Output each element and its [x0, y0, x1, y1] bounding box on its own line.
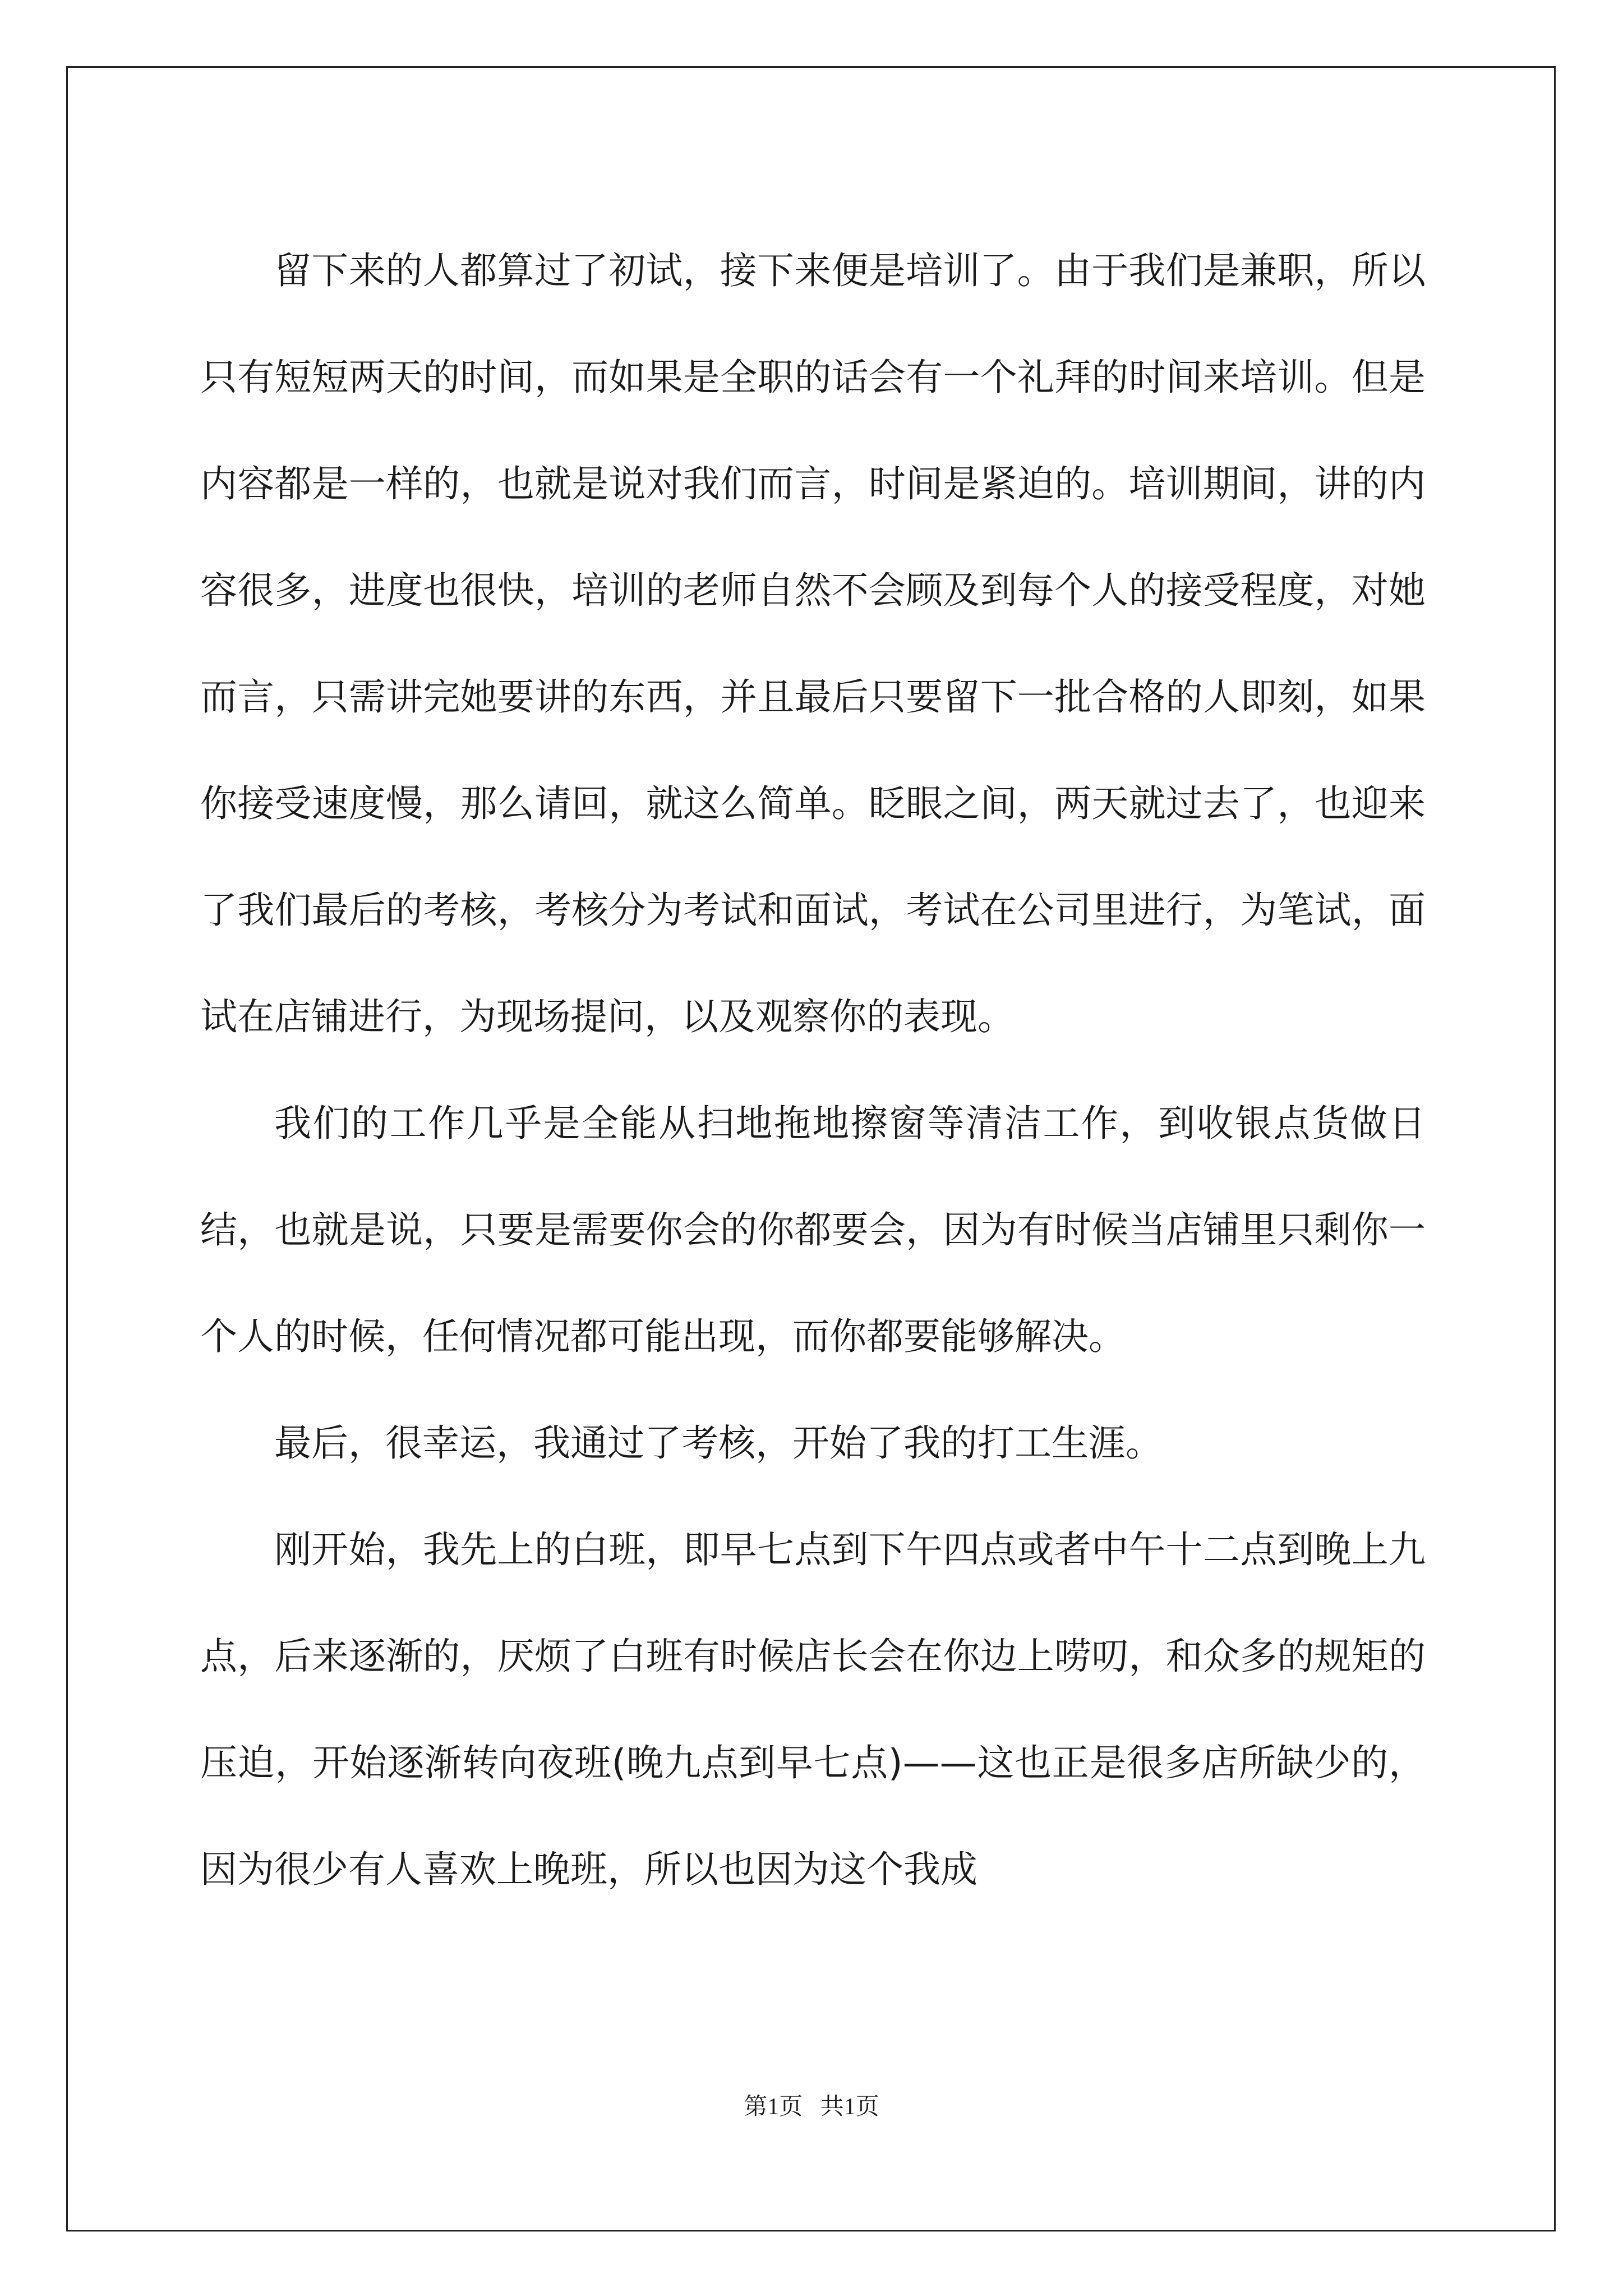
document-body [200, 218, 1426, 1923]
paragraph-4: 刚开始，我先上的白班，即早七点到下午四点或者中午十二点到晚上九点，后来逐渐的，厌烦了白班有时候店长会在你边上唠叨，和众多的规矩的压迫，开始逐渐转向夜班(晚九点到早七点)——这也正是很多店所缺少的，因为很少有人喜欢上晚班，所以也因为这个我成 [200, 1528, 1426, 1891]
page-footer: 第1页 共1页 [744, 2094, 879, 2120]
paragraph-3: 最后，很幸运，我通过了考核，开始了我的打工生涯。 [274, 1421, 1163, 1465]
paragraph-2: 我们的工作几乎是全能从扫地拖地擦窗等清洁工作，到收银点货做日结，也就是说，只要是需要你会的你都要会，因为有时候当店铺里只剩你一个人的时候，任何情况都可能出现，而你都要能够解决。 [200, 1102, 1426, 1358]
paragraph-1: 留下来的人都算过了初试，接下来便是培训了。由于我们是兼职，所以只有短短两天的时间，而如果是全职的话会有一个礼拜的时间来培训。但是内容都是一样的，也就是说对我们而言，时间是紧迫的。培训期间，讲的内容很多，进度也很快，培训的老师自然不会顾及到每个人的接受程度，对她而言，只需讲完她要讲的东西，并且最后只要留下一批合格的人即刻，如果你接受速度慢，那么请回，就这么简单。眨眼之间，两天就过去了，也迎来了我们最后的考核，考核分为考试和面试，考试在公司里进行，为笔试，面试在店铺进行，为现场提问，以及观察你的表现。 [200, 249, 1426, 1038]
